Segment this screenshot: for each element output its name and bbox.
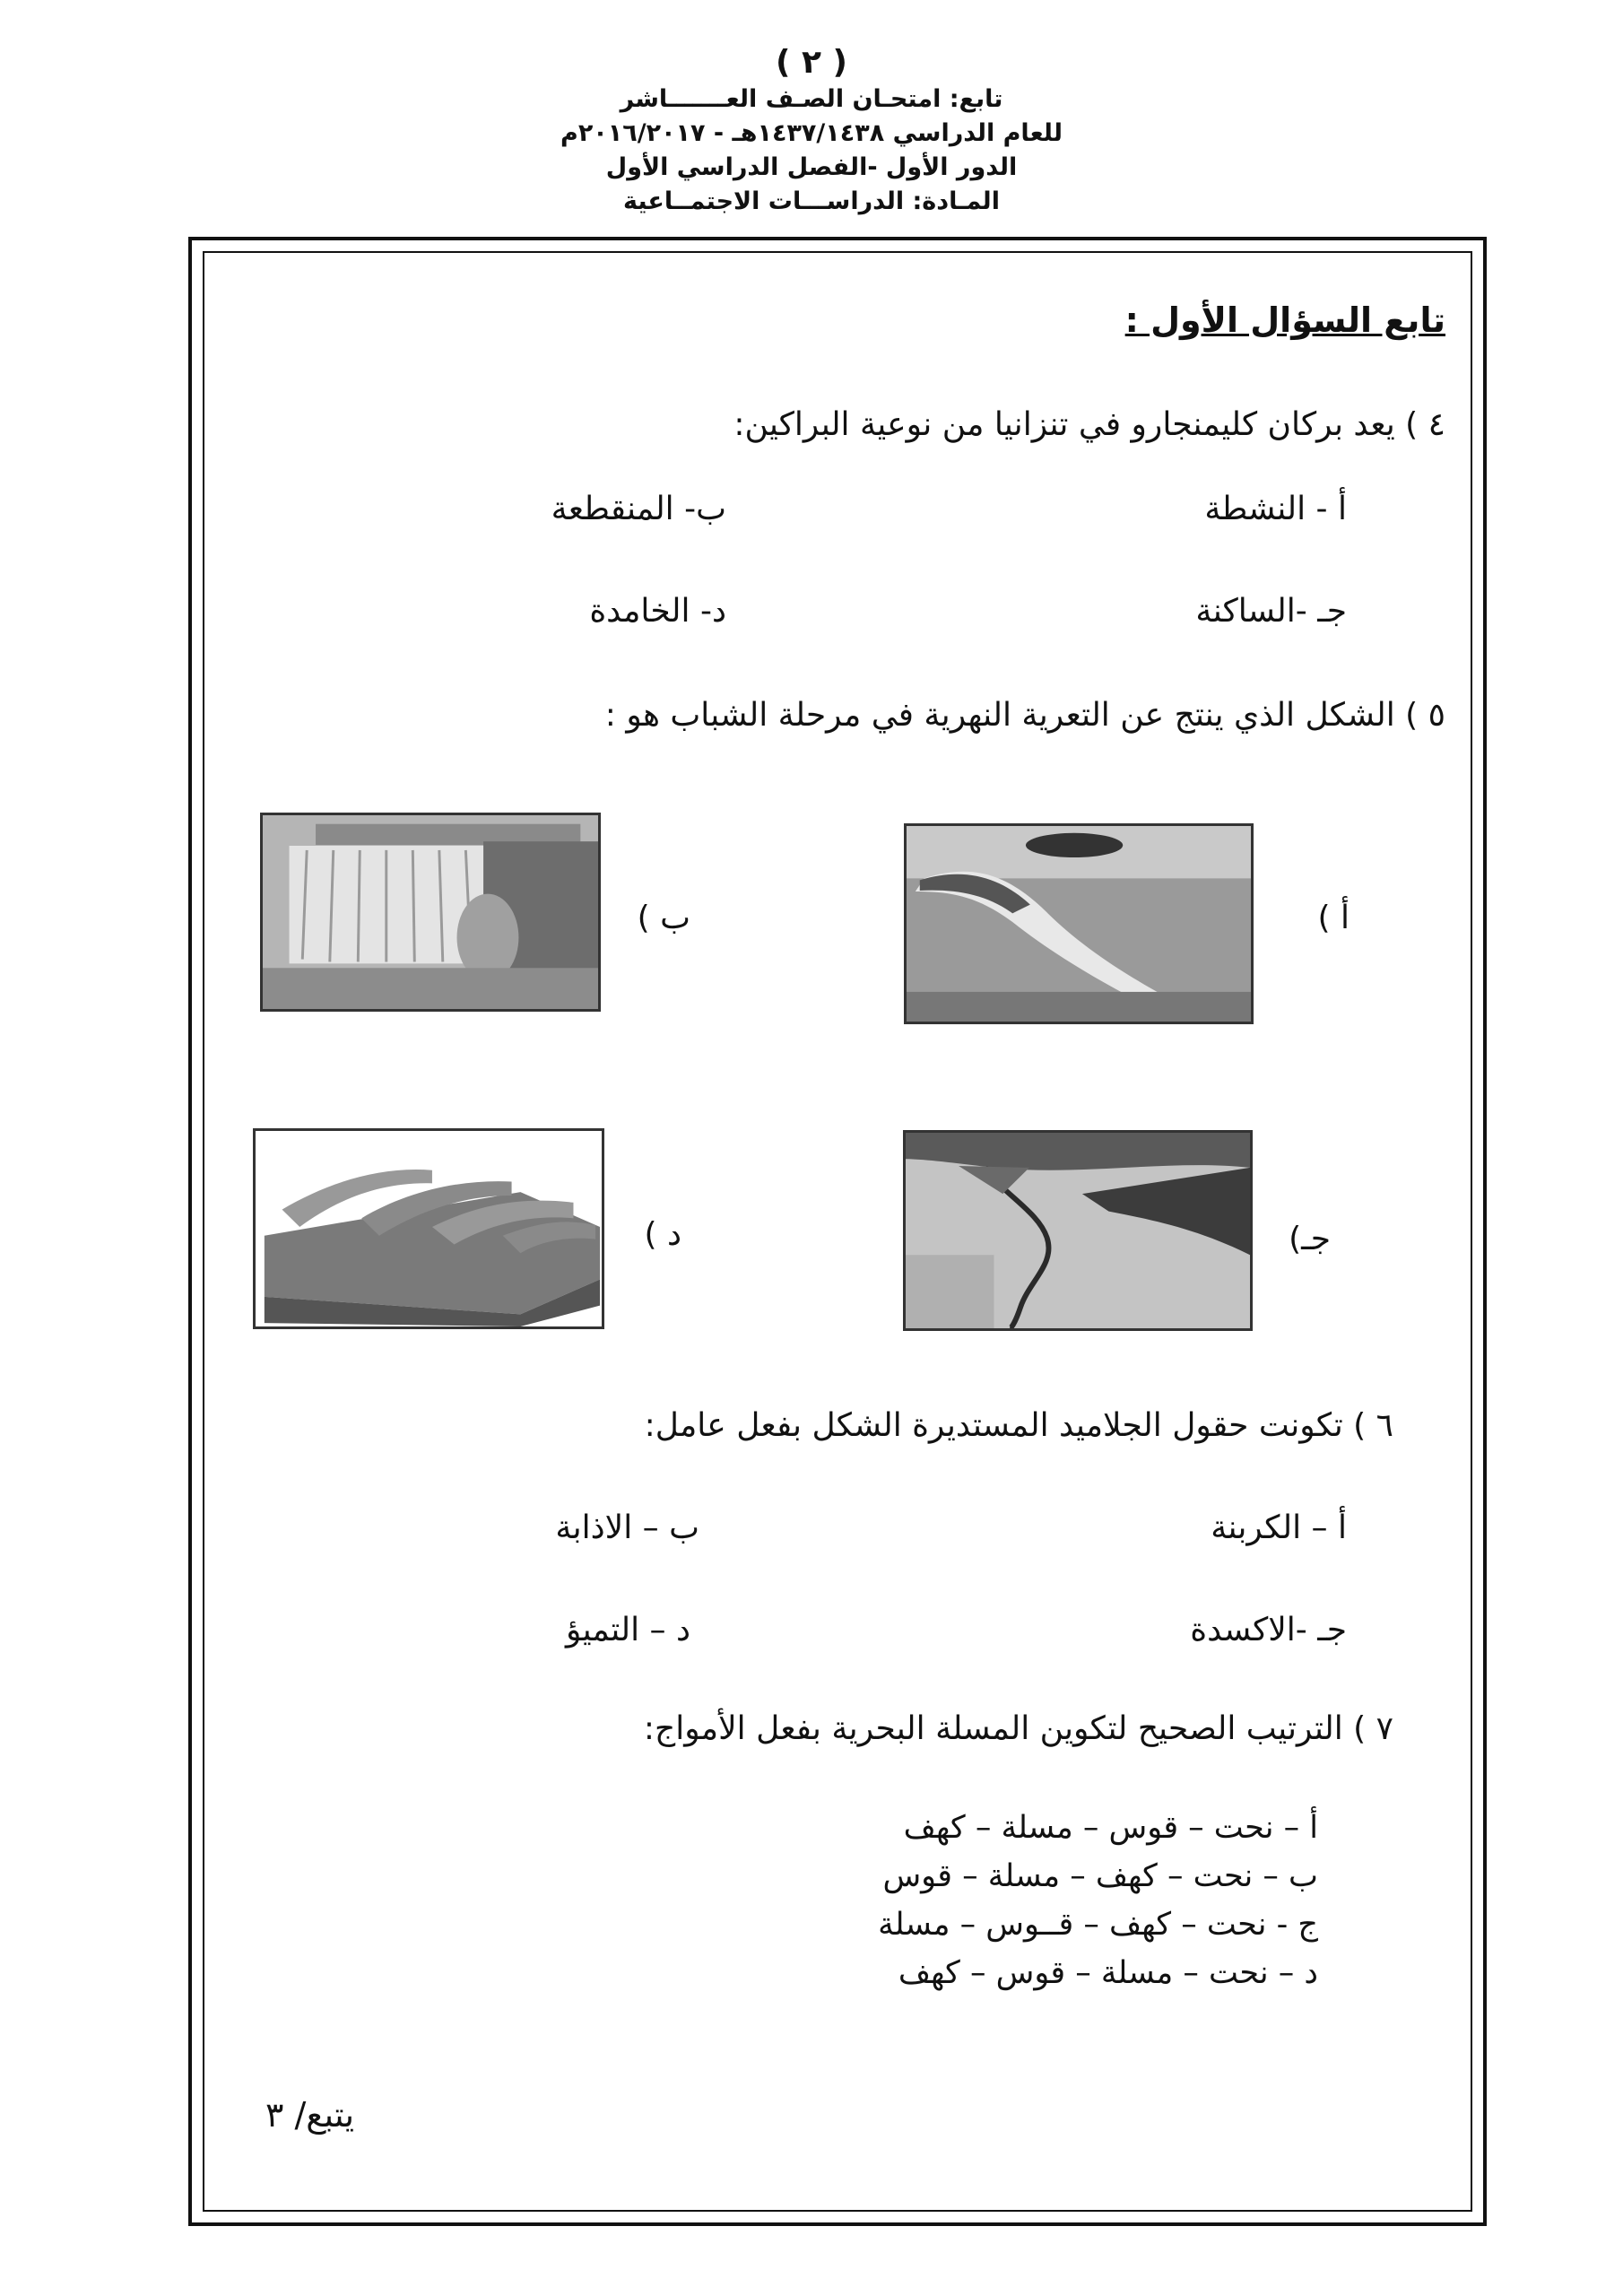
q4-option-d[interactable]: د- الخامدة <box>589 593 726 630</box>
q7-option-d[interactable]: د – نحت – مسلة – قوس – كهف <box>898 1955 1318 1991</box>
ridges-block-image[interactable] <box>253 1128 604 1329</box>
q6-option-a[interactable]: أ – الكربنة <box>1211 1509 1347 1546</box>
question-7: ٧ ) الترتيب الصحيح لتكوين المسلة البحرية بفعل الأمواج: <box>643 1710 1393 1747</box>
q6-option-c[interactable]: جـ -الاكسدة <box>1190 1612 1347 1648</box>
nile-delta-image[interactable] <box>903 1130 1253 1331</box>
ridges-block-icon <box>256 1131 602 1326</box>
question-4: ٤ ) يعد بركان كليمنجارو في تنزانيا من نوعية البراكين: <box>733 406 1445 443</box>
q5-label-a[interactable]: أ ) <box>1317 900 1350 936</box>
q4-option-b[interactable]: ب- المنقطعة <box>551 491 726 527</box>
question-6: ٦ ) تكونت حقول الجلاميد المستديرة الشكل بفعل عامل: <box>644 1407 1393 1444</box>
q7-option-c[interactable]: ج - نحت – كهف – قــوس – مسلة <box>878 1907 1318 1943</box>
page-number: ( ٢ ) <box>776 44 847 81</box>
q7-option-a[interactable]: أ – نحت – قوس – مسلة – كهف <box>903 1810 1318 1846</box>
exam-header <box>0 43 1623 219</box>
coastal-spit-icon <box>907 826 1251 1022</box>
header-line-3: الدور الأول -الفصل الدراسي الأول <box>605 153 1018 181</box>
header-line-2: للعام الدراسي ١٤٣٧/١٤٣٨هـ - ٢٠١٦/٢٠١٧م <box>560 119 1063 147</box>
q5-label-d[interactable]: د ) <box>644 1216 681 1253</box>
header-line-4: المـادة: الدراســـات الاجتمــاعية <box>623 187 1000 215</box>
q5-label-b[interactable]: ب ) <box>637 900 690 936</box>
q6-option-d[interactable]: د – التميؤ <box>565 1612 690 1648</box>
q4-option-c[interactable]: جـ -الساكنة <box>1195 593 1347 630</box>
waterfall-image[interactable] <box>260 813 601 1012</box>
q7-option-b[interactable]: ب – نحت – كهف – مسلة – قوس <box>882 1858 1318 1894</box>
coastal-spit-image[interactable] <box>904 823 1254 1024</box>
continue-note: يتبع/ ٣ <box>265 2095 355 2135</box>
section-title: تابع السؤال الأول : <box>1124 300 1445 340</box>
q6-option-b[interactable]: ب – الاذابة <box>555 1509 699 1546</box>
q4-option-a[interactable]: أ - النشطة <box>1204 491 1347 527</box>
nile-delta-icon <box>906 1133 1250 1328</box>
question-5: ٥ ) الشكل الذي ينتج عن التعرية النهرية في مرحلة الشباب هو : <box>604 697 1445 734</box>
q5-label-c[interactable]: جـ) <box>1289 1221 1331 1257</box>
header-line-1: تابع: امتحـان الصـف العـــــــاشر <box>620 85 1003 113</box>
waterfall-icon <box>263 815 598 1009</box>
